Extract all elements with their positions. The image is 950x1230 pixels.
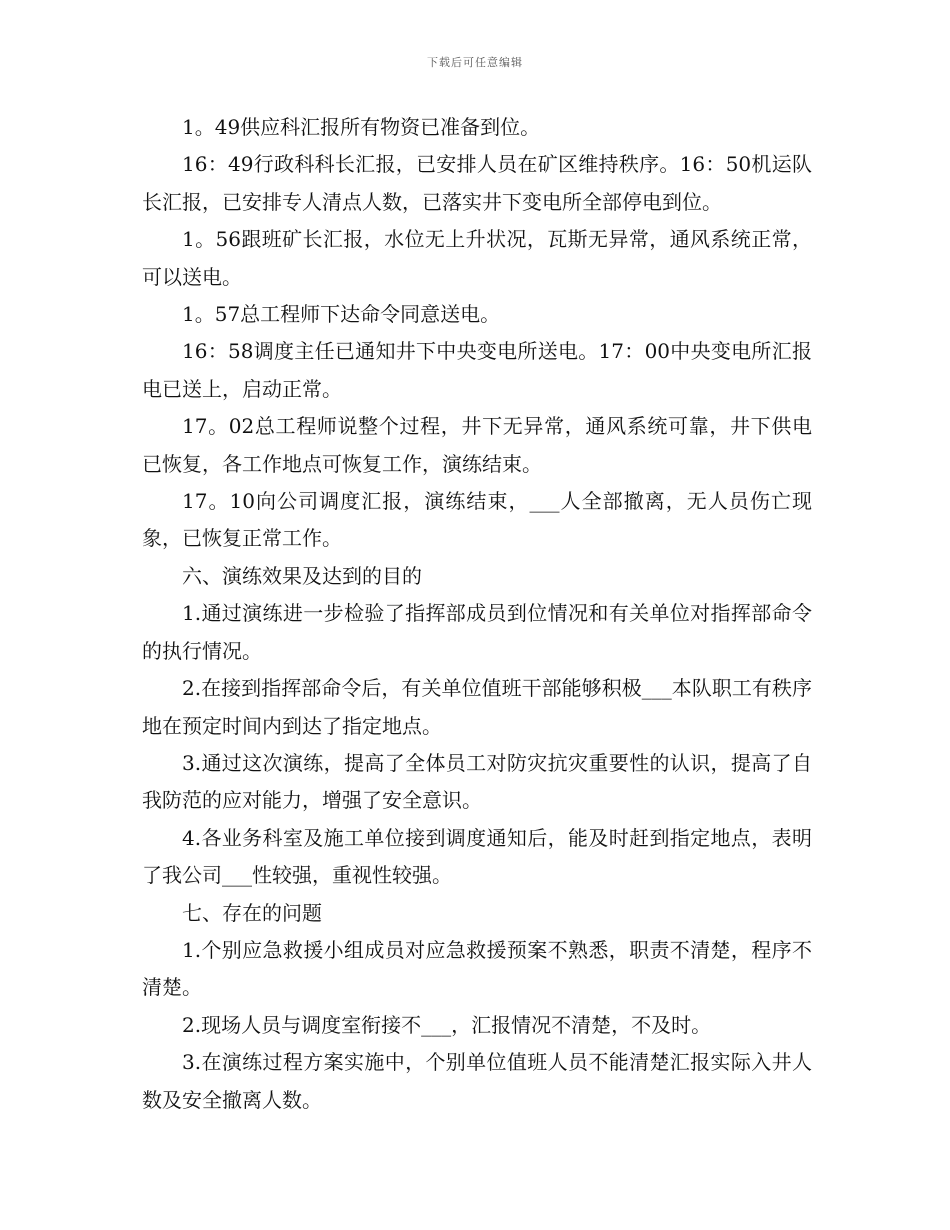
section-heading-6: 六、演练效果及达到的目的: [182, 563, 422, 588]
paragraph: 2.现场人员与调度室衔接不___，汇报情况不清楚，不及时。: [182, 1012, 712, 1037]
paragraph: 1.个别应急救援小组成员对应急救援预案不熟悉，职责不清楚，程序不清楚。: [142, 937, 812, 1000]
paragraph: 4.各业务科室及施工单位接到调度通知后，能及时赶到指定地点，表明了我公司___性较强，重视性较强。: [142, 825, 812, 888]
document-body: [142, 109, 812, 1119]
paragraph: 1。57总工程师下达命令同意送电。: [182, 302, 501, 327]
paragraph: 16：58调度主任已通知井下中央变电所送电。17：00中央变电所汇报电已送上，启动正常。: [142, 339, 812, 401]
paragraph: 17。10向公司调度汇报，演练结束，___人全部撤离，无人员伤亡现象，已恢复正常工作。: [142, 489, 812, 551]
paragraph: 17。02总工程师说整个过程，井下无异常，通风系统可靠，井下供电已恢复，各工作地点可恢复工作，演练结束。: [142, 414, 812, 476]
page-header: 下载后可任意编辑: [427, 56, 523, 69]
paragraph: 16：49行政科科长汇报，已安排人员在矿区维持秩序。16：50机运队长汇报，已安排专人清点人数，已落实井下变电所全部停电到位。: [142, 152, 812, 214]
paragraph: 3.在演练过程方案实施中，个别单位值班人员不能清楚汇报实际入井人数及安全撤离人数。: [142, 1050, 812, 1112]
paragraph: 1。56跟班矿长汇报，水位无上升状况，瓦斯无异常，通风系统正常，可以送电。: [142, 227, 812, 289]
section-heading-7: 七、存在的问题: [182, 900, 322, 925]
paragraph: 2.在接到指挥部命令后，有关单位值班干部能够积极___本队职工有秩序地在预定时间内到达了指定地点。: [142, 676, 812, 738]
paragraph: 1.通过演练进一步检验了指挥部成员到位情况和有关单位对指挥部命令的执行情况。: [142, 601, 812, 663]
paragraph: 1。49供应科汇报所有物资已准备到位。: [182, 115, 541, 139]
paragraph: 3.通过这次演练，提高了全体员工对防灾抗灾重要性的认识，提高了自我防范的应对能力，增强了安全意识。: [142, 750, 812, 813]
